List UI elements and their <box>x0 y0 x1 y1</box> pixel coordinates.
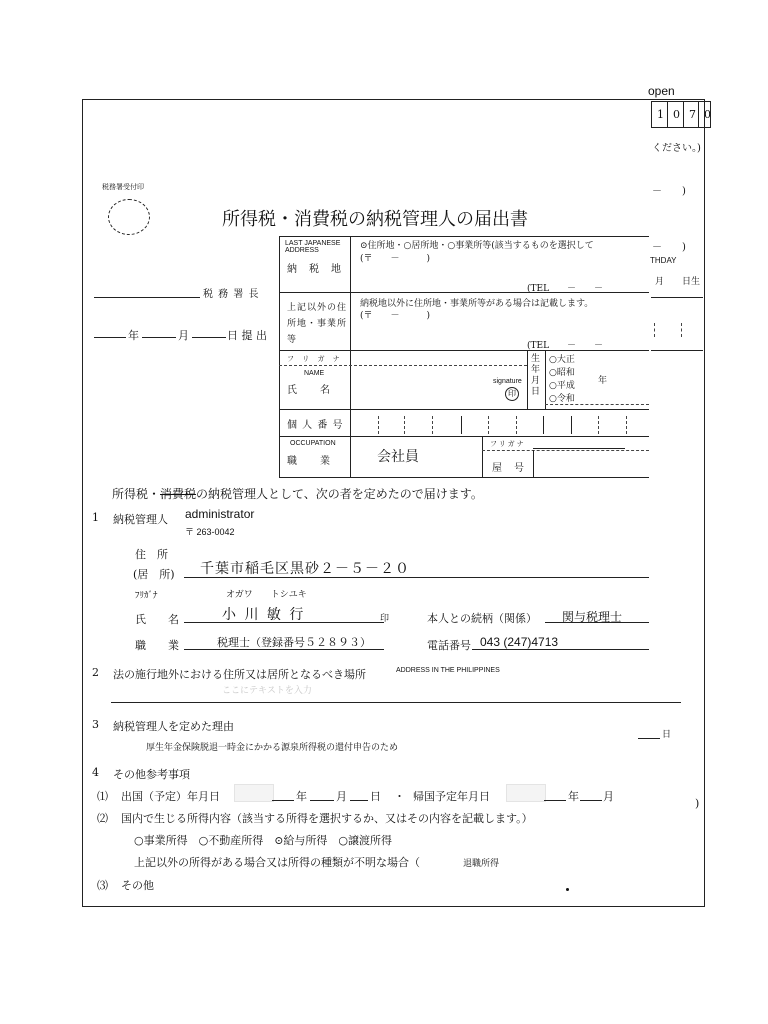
kudasai-text: ください。) <box>652 143 701 154</box>
occupation-label: 職 業 <box>287 456 331 467</box>
era-heisei[interactable]: ○平成 <box>549 381 575 391</box>
row-divider <box>279 436 649 437</box>
admin-job-label: 職 業 <box>135 639 179 652</box>
paren-text: － ) <box>652 186 686 197</box>
depart-month-blank <box>310 800 334 801</box>
furigana-label: フ リ ガ ナ <box>287 355 343 363</box>
section2-placeholder[interactable]: ここにテキストを入力 <box>222 686 312 696</box>
digit-cell <box>404 416 405 434</box>
section1-number: 1 <box>92 511 99 524</box>
name-label: 氏 名 <box>287 385 331 396</box>
open-label: open <box>648 84 675 98</box>
tel-1: (TEL － － <box>527 284 604 294</box>
dot-mark <box>566 888 569 891</box>
digit-cell <box>432 416 433 434</box>
item1-number: ⑴ <box>97 790 108 803</box>
bullet: ・ <box>394 790 405 803</box>
right-paren: ) <box>695 797 700 810</box>
item3-number: ⑶ <box>97 879 108 892</box>
birth-label: 生年月日 <box>531 354 541 397</box>
admin-address-value[interactable]: 千葉市稲毛区黒砂２－５－２０ <box>200 561 410 577</box>
address-label-2: (居 所) <box>133 568 175 581</box>
item2-number: ⑵ <box>97 812 108 825</box>
declaration-suffix: の納税管理人として、次の者を定めたので届けます。 <box>196 487 483 501</box>
depart-year-label: 年 <box>296 790 307 803</box>
relation-value[interactable]: 関与税理士 <box>562 610 623 624</box>
occupation-en-label: OCCUPATION <box>290 440 336 447</box>
admin-seal: 印 <box>380 614 390 624</box>
digit: 1 <box>657 108 664 121</box>
depart-month-label: 月 <box>336 790 347 803</box>
return-year-blank <box>544 800 566 801</box>
shop-furigana-divider <box>482 450 649 451</box>
day-submit-label: 日 提 出 <box>227 329 267 342</box>
year-label: 年 <box>128 329 139 342</box>
furigana-label: ﾌﾘｶﾞﾅ <box>135 591 158 601</box>
digit-cell <box>488 416 489 434</box>
stamp-label: 税務署受付印 <box>102 183 144 191</box>
address-options: ⊙住所地・○居所地・○事業所等(該当するものを選択して <box>360 241 594 251</box>
right-day-suffix: 日 <box>662 730 672 740</box>
birth-dashed-line <box>545 404 649 405</box>
address-label: 納 税 地 <box>287 264 342 275</box>
phone-label: 電話番号 <box>427 639 471 652</box>
section1-label: 納税管理人 <box>113 513 168 526</box>
depart-day-blank <box>350 800 368 801</box>
right-line <box>651 297 703 298</box>
row-divider <box>279 409 649 410</box>
declaration-strike: 消費税 <box>160 487 197 501</box>
address-en-label: LAST JAPANESE ADDRESS <box>285 240 341 254</box>
digit-cell <box>516 416 517 434</box>
postal-code-1: (〒 － ) <box>360 254 431 264</box>
digit: 0 <box>673 108 680 121</box>
digit-group <box>461 416 462 434</box>
return-month-blank <box>580 800 602 801</box>
section4-label: その他参考事項 <box>113 768 190 781</box>
table-label-divider <box>350 236 351 477</box>
table-left-border <box>279 236 280 477</box>
postal-code-2: (〒 － ) <box>360 311 431 321</box>
other-income-value[interactable]: 退職所得 <box>463 859 500 869</box>
declaration-prefix: 所得税・ <box>112 487 161 501</box>
shop-label: 屋 号 <box>492 463 525 474</box>
depart-year-blank <box>272 800 294 801</box>
section2-number: 2 <box>92 666 99 679</box>
month-blank <box>142 337 176 338</box>
phone-value[interactable]: 043 (247)4713 <box>480 635 559 649</box>
address-underline <box>184 577 649 578</box>
return-year-input[interactable] <box>506 784 546 802</box>
section3-label: 納税管理人を定めた理由 <box>113 720 234 733</box>
digit-group <box>571 416 572 434</box>
personal-number-label: 個 人 番 号 <box>287 420 344 431</box>
right-line <box>651 350 703 351</box>
era-reiwa[interactable]: ○令和 <box>549 394 575 404</box>
other-income-label: 上記以外の所得がある場合又は所得の種類が不明な場合（ <box>134 856 420 869</box>
section2-label: 法の施行地外における住所又は居所となるべき場所 <box>113 668 366 681</box>
item2-label: 国内で生じる所得内容（該当する所得を選択するか、又はその内容を記載します。） <box>121 812 533 825</box>
other-address-note: 納税地以外に住所地・事業所等がある場合は記載します。 <box>360 299 594 309</box>
return-year-label: 年 <box>568 790 579 803</box>
birth-divider <box>545 350 546 409</box>
declaration-text <box>112 485 483 502</box>
name-underline <box>184 622 384 623</box>
birthday-label: THDAY <box>650 256 677 265</box>
depart-day-label: 日 <box>370 790 381 803</box>
item1-label: 出国（予定）年月日 <box>121 790 220 803</box>
day-blank <box>192 337 226 338</box>
furigana-divider <box>279 365 527 366</box>
section4-number: 4 <box>92 766 99 779</box>
right-tick <box>681 323 682 337</box>
item3-label: その他 <box>121 879 154 892</box>
right-day-blank <box>638 738 660 739</box>
return-month-label: 月 <box>603 790 614 803</box>
shop-inner-divider <box>533 450 534 477</box>
return-label: 帰国予定年月日 <box>413 790 490 803</box>
section3-number: 3 <box>92 718 99 731</box>
table-bottom-border <box>279 477 649 478</box>
table-top-border <box>279 236 649 237</box>
paren-text: － ) <box>652 242 686 253</box>
section3-reason[interactable]: 厚生年金保険脱退一時金にかかる源泉所得税の還付申告のため <box>146 743 399 753</box>
job-underline <box>184 649 384 650</box>
digit-cell <box>378 416 379 434</box>
year-suffix: 年 <box>598 376 608 386</box>
shop-furigana-line <box>533 448 625 449</box>
relation-underline <box>545 622 649 623</box>
admin-name-value[interactable]: 小 川 敏 行 <box>222 607 306 623</box>
relation-label: 本人との続柄（関係） <box>427 612 537 625</box>
shop-divider <box>482 436 483 477</box>
birthday-date-parts: 月 日生 <box>655 277 701 287</box>
other-address-label: 上記以外の住所地・事業所等 <box>287 303 348 345</box>
chief-blank <box>94 297 200 298</box>
occupation-value[interactable]: 会社員 <box>377 449 419 465</box>
admin-postal[interactable]: 〒 263-0042 <box>185 527 235 537</box>
digit: 0 <box>704 108 711 121</box>
birth-divider <box>527 350 528 409</box>
digit-group <box>543 416 544 434</box>
month-label: 月 <box>178 329 189 342</box>
signature-label: signature <box>493 378 522 385</box>
section2-address-en[interactable]: ADDRESS IN THE PHILIPPINES <box>396 667 500 674</box>
stamp-circle <box>108 199 150 235</box>
furigana-value[interactable]: オガワ トシユキ <box>226 590 307 600</box>
year-blank <box>94 337 126 338</box>
name-en-label: NAME <box>304 370 325 377</box>
address-label-1: 住 所 <box>135 548 168 561</box>
tel-2: (TEL － － <box>527 341 604 351</box>
seal-mark: 印 <box>505 387 519 401</box>
era-showa[interactable]: ○昭和 <box>549 368 575 378</box>
digit-cell <box>598 416 599 434</box>
shop-furigana-label: フリガナ <box>490 440 526 448</box>
era-taisho[interactable]: ○大正 <box>549 355 575 365</box>
chief-label: 税 務 署 長 <box>203 289 260 300</box>
right-tick <box>654 323 655 337</box>
digit-cell <box>626 416 627 434</box>
page-title: 所得税・消費税の納税管理人の届出書 <box>222 209 528 230</box>
admin-job-value[interactable]: 税理士（登録番号５２８９３） <box>217 636 371 649</box>
admin-name-label: 氏 名 <box>135 613 179 626</box>
section2-underline <box>111 702 681 703</box>
row-divider <box>279 292 649 293</box>
phone-underline <box>472 649 649 650</box>
row-divider <box>279 350 649 351</box>
depart-year-input[interactable] <box>234 784 274 802</box>
income-options[interactable]: ○事業所得 ○不動産所得 ⊙給与所得 ○譲渡所得 <box>134 834 393 847</box>
admin-value[interactable]: administrator <box>185 507 255 521</box>
digit: 7 <box>689 108 696 121</box>
